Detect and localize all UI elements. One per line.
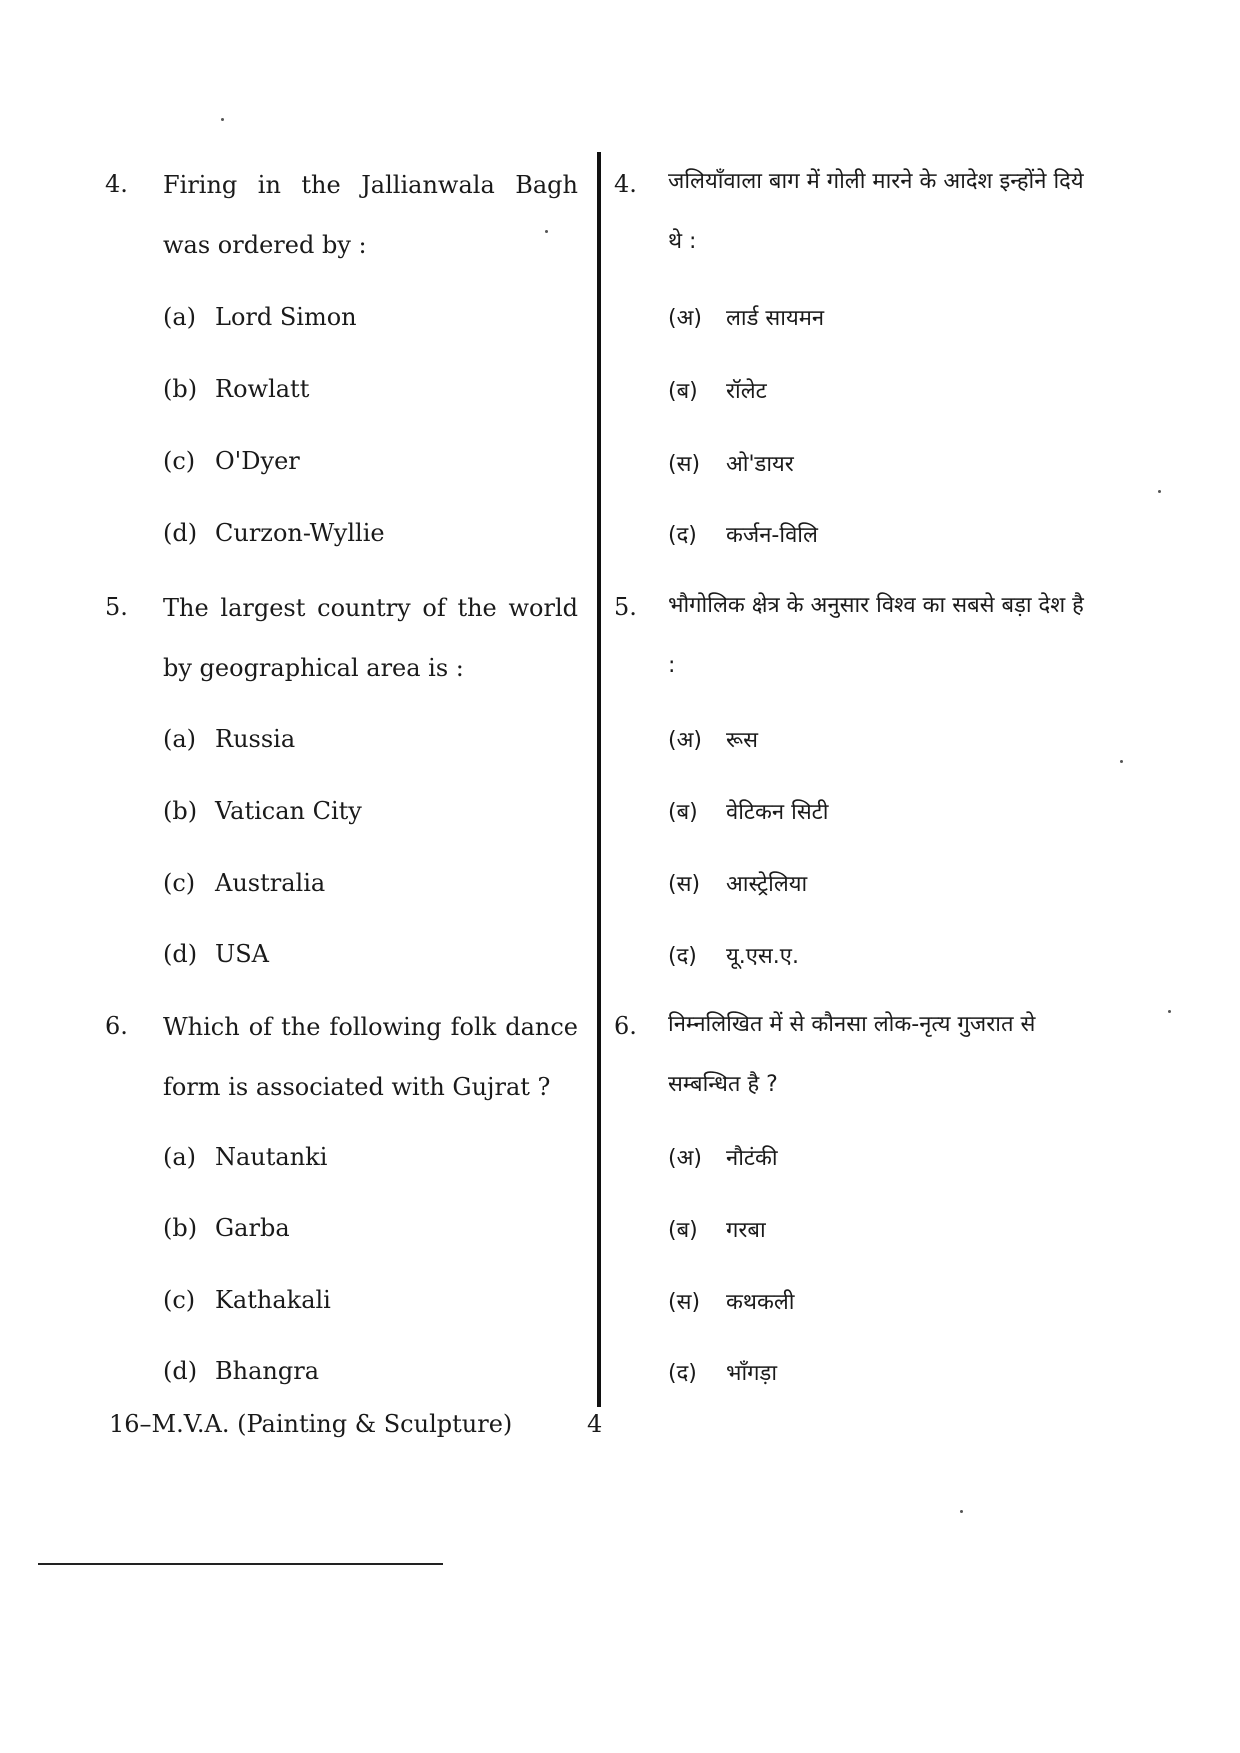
question-number: 6. bbox=[614, 1012, 637, 1040]
option-b: (b) Garba bbox=[163, 1214, 290, 1242]
scan-speck bbox=[221, 118, 224, 121]
paper-code: 16–M.V.A. (Painting & Sculpture) bbox=[109, 1410, 513, 1438]
option-d: (d) USA bbox=[163, 940, 269, 968]
option-b: (ब) रॉलेट bbox=[668, 379, 767, 404]
question-stem: निम्नलिखित में से कौनसा लोक-नृत्य गुजरात से सम्बन्धित है ? bbox=[668, 1012, 1036, 1097]
option-d: (d) Curzon-Wyllie bbox=[163, 519, 385, 547]
question-number: 5. bbox=[614, 593, 637, 621]
option-c: (c) Australia bbox=[163, 869, 326, 897]
scan-speck bbox=[960, 1510, 963, 1513]
option-c: (स) कथकली bbox=[668, 1290, 795, 1315]
question-stem: The largest country of the world by geographical area is : bbox=[163, 594, 578, 682]
option-a: (a) Nautanki bbox=[163, 1143, 328, 1171]
option-a: (अ) नौटंकी bbox=[668, 1146, 778, 1171]
scan-speck bbox=[1120, 760, 1123, 763]
option-c: (स) आस्ट्रेलिया bbox=[668, 872, 808, 897]
option-d: (द) यू.एस.ए. bbox=[668, 944, 799, 969]
option-c: (c) Kathakali bbox=[163, 1286, 331, 1314]
column-divider bbox=[597, 152, 601, 1407]
option-d: (द) कर्जन-विलि bbox=[668, 523, 818, 548]
scan-speck bbox=[1158, 490, 1161, 493]
option-b: (ब) गरबा bbox=[668, 1218, 766, 1243]
scan-speck bbox=[1168, 1010, 1171, 1013]
option-b: (ब) वेटिकन सिटी bbox=[668, 800, 829, 825]
option-a: (अ) लार्ड सायमन bbox=[668, 306, 825, 331]
question-number: 4. bbox=[105, 170, 128, 198]
question-stem: Firing in the Jallianwala Bagh was ordered by : bbox=[163, 171, 578, 259]
page-number: 4 bbox=[587, 1410, 603, 1438]
option-d: (d) Bhangra bbox=[163, 1357, 320, 1385]
option-b: (b) Rowlatt bbox=[163, 375, 310, 403]
question-stem: Which of the following folk dance form is associated with Gujrat ? bbox=[163, 1013, 578, 1101]
option-a: (a) Russia bbox=[163, 725, 296, 753]
question-number: 6. bbox=[105, 1012, 128, 1040]
option-c: (c) O'Dyer bbox=[163, 447, 300, 475]
option-a: (a) Lord Simon bbox=[163, 303, 357, 331]
question-number: 4. bbox=[614, 170, 637, 198]
bottom-rule bbox=[38, 1563, 443, 1565]
option-c: (स) ओ'डायर bbox=[668, 452, 794, 477]
question-stem: जलियाँवाला बाग में गोली मारने के आदेश इन्होंने दिये थे : bbox=[668, 169, 1084, 254]
option-d: (द) भाँगड़ा bbox=[668, 1361, 778, 1386]
option-a: (अ) रूस bbox=[668, 728, 758, 753]
option-b: (b) Vatican City bbox=[163, 797, 362, 825]
scan-speck bbox=[545, 230, 548, 233]
question-stem: भौगोलिक क्षेत्र के अनुसार विश्व का सबसे बड़ा देश है : bbox=[668, 593, 1084, 678]
question-number: 5. bbox=[105, 593, 128, 621]
